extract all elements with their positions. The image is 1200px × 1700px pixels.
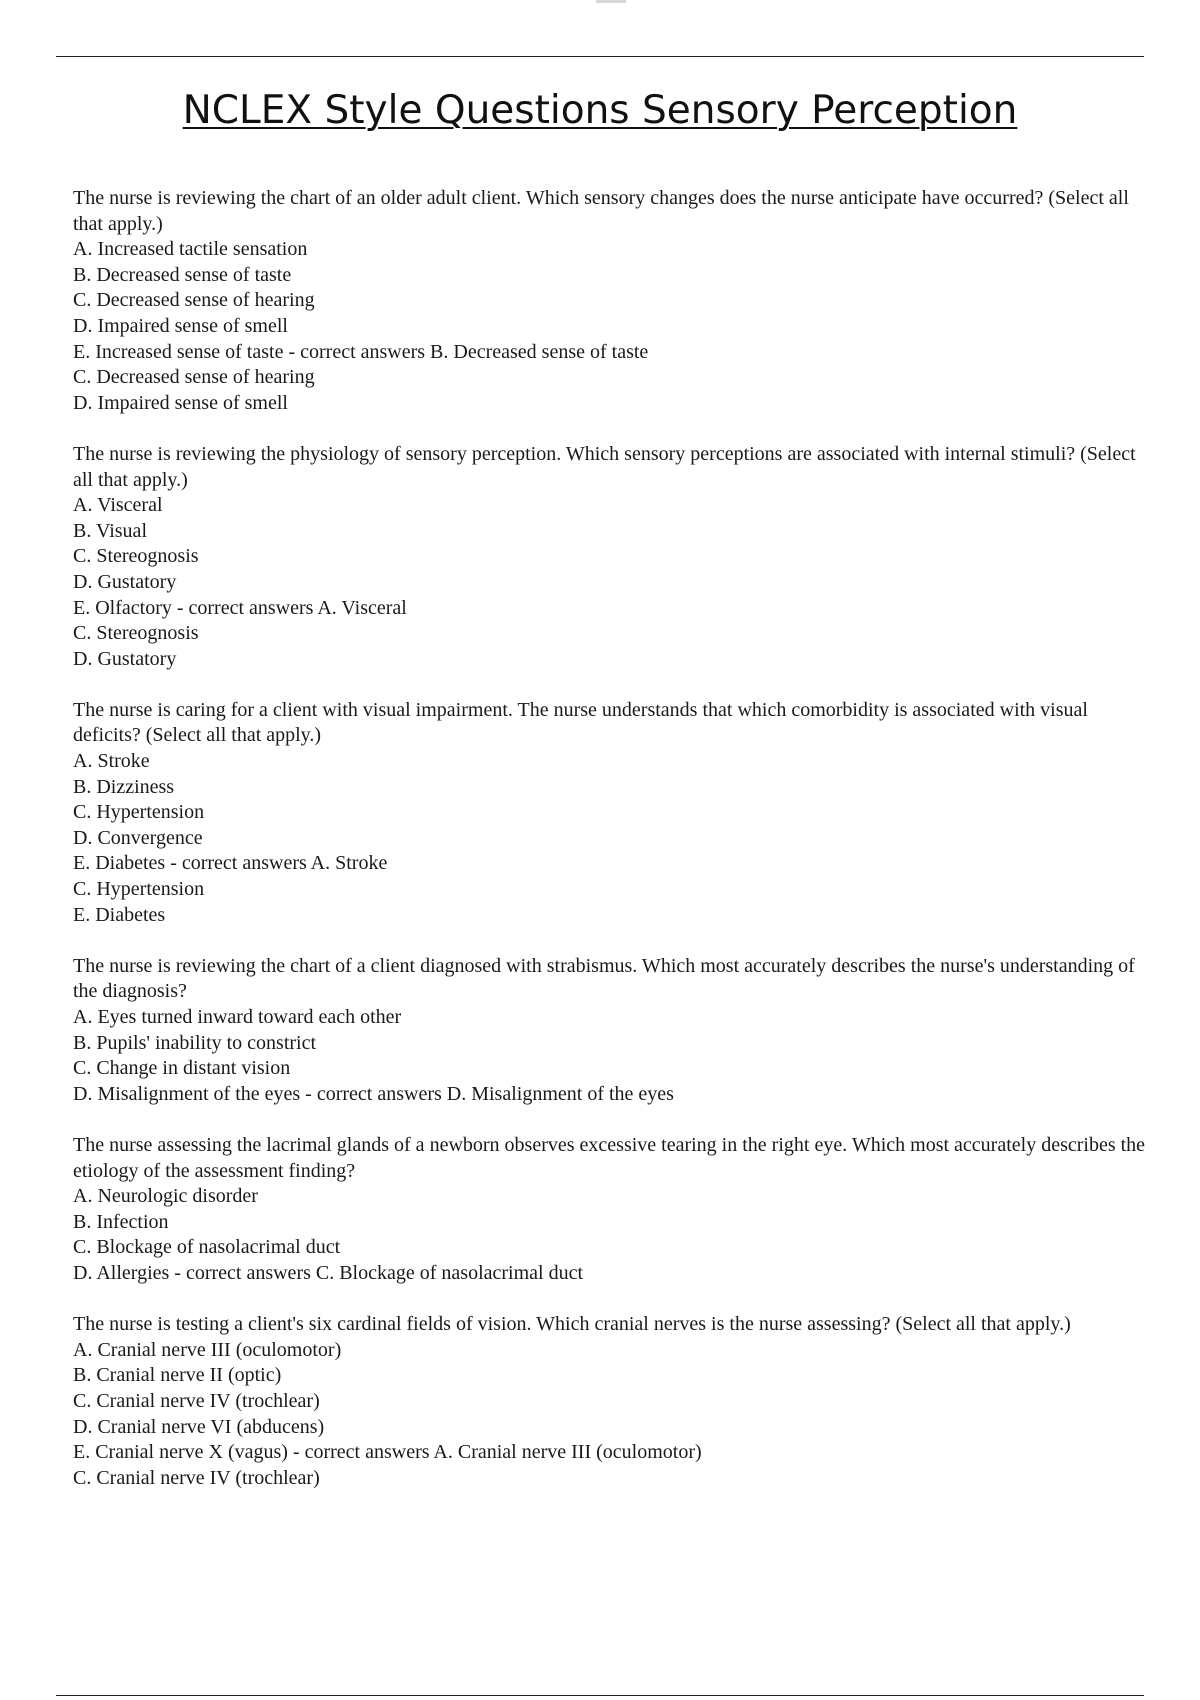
answer-option-with-key: E. Increased sense of taste - correct answers B. Decreased sense of taste xyxy=(73,340,649,363)
page-title: NCLEX Style Questions Sensory Perception xyxy=(182,88,1018,133)
answer-option-with-key: E. Olfactory - correct answers A. Visceral xyxy=(73,596,407,619)
answer-option: A. Cranial nerve III (oculomotor) xyxy=(73,1338,342,1361)
question-stem: The nurse is caring for a client with visual impairment. The nurse understands that which comorbidity is associated with visual deficits? (Select all that apply.) xyxy=(73,698,1088,747)
question-stem: The nurse assessing the lacrimal glands of a newborn observes excessive tearing in the right eye. Which most accurately describes the etiology of the assessment finding? xyxy=(73,1133,1146,1182)
question-block xyxy=(73,698,1153,928)
answer-option: C. Cranial nerve IV (trochlear) xyxy=(73,1389,320,1412)
answer-option: C. Stereognosis xyxy=(73,545,199,568)
answer-option: B. Cranial nerve II (optic) xyxy=(73,1364,282,1387)
header-rule xyxy=(56,56,1144,57)
question-stem: The nurse is reviewing the physiology of sensory perception. Which sensory perceptions are associated with internal stimuli? (Select all that apply.) xyxy=(73,442,1136,491)
answer-option: B. Visual xyxy=(73,519,147,542)
answer-option: A. Eyes turned inward toward each other xyxy=(73,1006,402,1028)
correct-answer-line: D. Gustatory xyxy=(73,647,177,670)
answer-option: D. Cranial nerve VI (abducens) xyxy=(73,1415,325,1438)
answer-option: D. Convergence xyxy=(73,826,203,849)
answer-option: B. Infection xyxy=(73,1210,169,1233)
question-stem: The nurse is reviewing the chart of an older adult client. Which sensory changes does the nurse anticipate have occurred? (Select all that apply.) xyxy=(73,187,1129,235)
answer-option: B. Pupils' inability to constrict xyxy=(73,1031,317,1054)
answer-option: A. Visceral xyxy=(73,494,163,517)
answer-option-with-key: D. Misalignment of the eyes - correct answers D. Misalignment of the eyes xyxy=(73,1082,674,1105)
answer-option: C. Change in distant vision xyxy=(73,1057,291,1080)
answer-option: A. Stroke xyxy=(73,750,150,773)
answer-option: B. Decreased sense of taste xyxy=(73,263,292,286)
correct-answer-line: C. Decreased sense of hearing xyxy=(73,366,315,389)
answer-option-with-key: E. Diabetes - correct answers A. Stroke xyxy=(73,852,388,875)
answer-option: D. Impaired sense of smell xyxy=(73,314,288,337)
answer-option: B. Dizziness xyxy=(73,775,175,798)
question-list xyxy=(73,186,1153,1517)
correct-answer-line: C. Cranial nerve IV (trochlear) xyxy=(73,1466,320,1489)
answer-option: C. Hypertension xyxy=(73,801,205,824)
answer-option: A. Neurologic disorder xyxy=(73,1185,258,1208)
question-block xyxy=(73,1133,1153,1287)
correct-answer-line: E. Diabetes xyxy=(73,903,166,926)
question-stem: The nurse is testing a client's six cardinal fields of vision. Which cranial nerves is the nurse assessing? (Select all that apply.) xyxy=(73,1313,1071,1336)
answer-option-with-key: D. Allergies - correct answers C. Blockage of nasolacrimal duct xyxy=(73,1261,584,1284)
question-block xyxy=(73,442,1153,672)
answer-option-with-key: E. Cranial nerve X (vagus) - correct answers A. Cranial nerve III (oculomotor) xyxy=(73,1441,702,1464)
question-stem: The nurse is reviewing the chart of a client diagnosed with strabismus. Which most accurately describes the nurse's understanding of the diagnosis? xyxy=(73,954,1135,1003)
answer-option: C. Blockage of nasolacrimal duct xyxy=(73,1236,341,1259)
correct-answer-line: C. Hypertension xyxy=(73,878,205,901)
footer-rule xyxy=(56,1695,1144,1696)
question-block xyxy=(73,954,1153,1108)
correct-answer-line: C. Stereognosis xyxy=(73,622,199,645)
correct-answer-line: D. Impaired sense of smell xyxy=(73,391,288,414)
question-block xyxy=(73,1312,1153,1491)
answer-option: C. Decreased sense of hearing xyxy=(73,289,315,312)
answer-option: D. Gustatory xyxy=(73,570,177,593)
page-top-marker xyxy=(596,0,626,3)
question-block xyxy=(73,186,1153,416)
answer-option: A. Increased tactile sensation xyxy=(73,238,308,261)
